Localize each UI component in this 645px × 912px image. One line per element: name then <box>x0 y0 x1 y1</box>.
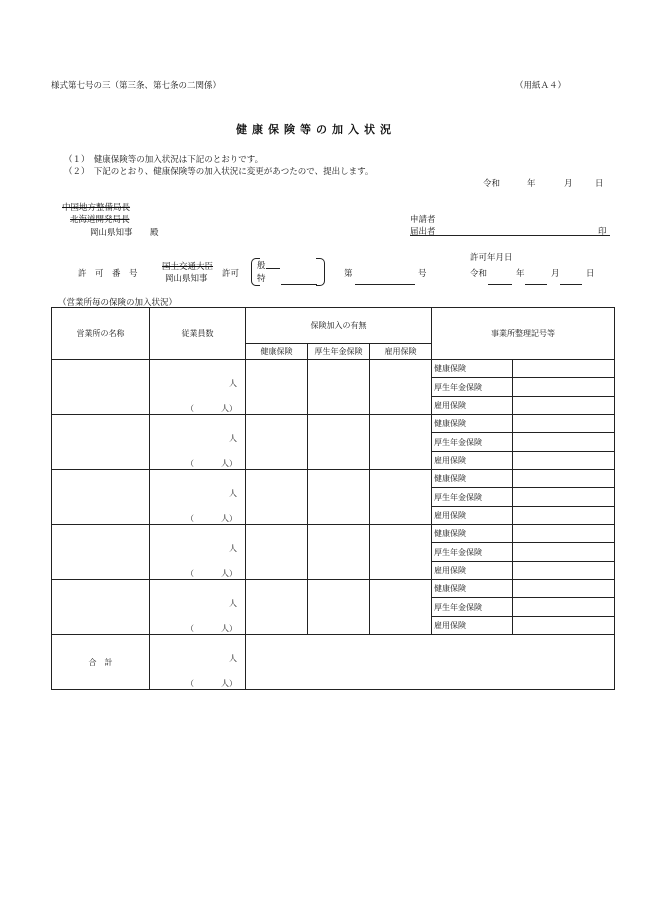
sub-employment: 雇用保険 <box>432 617 513 635</box>
license-year: 年 <box>516 269 525 279</box>
unit-label: 人 <box>229 434 237 443</box>
unit-label: 人 <box>229 489 237 498</box>
license-day-underline <box>560 284 582 285</box>
office-name-cell[interactable] <box>52 580 150 635</box>
license-number-underline <box>355 284 415 285</box>
employment-cell[interactable] <box>370 580 432 635</box>
license-type-special: 特 <box>257 274 266 284</box>
sub-health: 健康保険 <box>432 415 513 433</box>
employment-cell[interactable] <box>370 470 432 525</box>
sub-employment: 雇用保険 <box>432 397 513 415</box>
paren-open: （ <box>186 569 194 578</box>
reg-employment-cell[interactable] <box>513 452 615 470</box>
health-cell[interactable] <box>246 470 308 525</box>
pension-cell[interactable] <box>308 360 370 415</box>
sub-pension: 厚生年金保険 <box>432 488 513 507</box>
license-era: 令和 <box>470 269 488 279</box>
reg-employment-cell[interactable] <box>513 562 615 580</box>
type-line <box>266 268 280 269</box>
office-name-cell[interactable] <box>52 415 150 470</box>
reg-health-cell[interactable] <box>513 415 615 433</box>
license-year-underline <box>488 284 512 285</box>
applicant-underline <box>410 235 610 236</box>
sub-employment: 雇用保険 <box>432 452 513 470</box>
reg-pension-cell[interactable] <box>513 378 615 397</box>
section-label: （営業所毎の保険の加入状況） <box>58 298 178 308</box>
license-month: 月 <box>551 269 560 279</box>
reg-health-cell[interactable] <box>513 470 615 488</box>
employee-count-cell[interactable] <box>150 360 246 415</box>
header-insurance: 保険加入の有無 <box>246 308 432 344</box>
total-label: 合 計 <box>52 635 150 690</box>
form-number: 様式第七号の三（第三条、第七条の二関係） <box>51 81 222 91</box>
reg-employment-cell[interactable] <box>513 617 615 635</box>
paren-open: （ <box>186 679 194 688</box>
date-era: 令和 <box>483 179 501 189</box>
header-pension: 厚生年金保険 <box>308 344 370 360</box>
license-type-general: 般 <box>257 261 266 271</box>
sub-pension: 厚生年金保険 <box>432 433 513 452</box>
reg-pension-cell[interactable] <box>513 433 615 452</box>
office-name-cell[interactable] <box>52 360 150 415</box>
paren-unit: 人） <box>221 624 237 633</box>
reg-pension-cell[interactable] <box>513 543 615 562</box>
reg-health-cell[interactable] <box>513 525 615 543</box>
reg-health-cell[interactable] <box>513 360 615 378</box>
bracket-right <box>316 258 325 286</box>
health-cell[interactable] <box>246 415 308 470</box>
reg-health-cell[interactable] <box>513 580 615 598</box>
sub-pension: 厚生年金保険 <box>432 543 513 562</box>
total-blank-cell <box>246 635 615 690</box>
reg-employment-cell[interactable] <box>513 507 615 525</box>
sub-employment: 雇用保険 <box>432 562 513 580</box>
sub-pension: 厚生年金保険 <box>432 378 513 397</box>
employment-cell[interactable] <box>370 360 432 415</box>
health-cell[interactable] <box>246 360 308 415</box>
pension-cell[interactable] <box>308 525 370 580</box>
license-day: 日 <box>586 269 595 279</box>
license-kyoka: 許可 <box>222 269 240 279</box>
pension-cell[interactable] <box>308 580 370 635</box>
license-date-label: 許可年月日 <box>470 253 513 263</box>
reg-employment-cell[interactable] <box>513 397 615 415</box>
pension-cell[interactable] <box>308 415 370 470</box>
paren-unit: 人） <box>221 514 237 523</box>
employee-count-cell[interactable] <box>150 580 246 635</box>
addressee-struck-2: 北海道開発局長 <box>70 215 130 225</box>
unit-label: 人 <box>229 544 237 553</box>
license-dai: 第 <box>344 269 353 279</box>
employment-cell[interactable] <box>370 415 432 470</box>
header-employment: 雇用保険 <box>370 344 432 360</box>
employment-cell[interactable] <box>370 525 432 580</box>
employee-count-cell[interactable] <box>150 470 246 525</box>
sub-health: 健康保険 <box>432 360 513 378</box>
date-month: 月 <box>564 179 573 189</box>
license-authority: 岡山県知事 <box>165 274 208 284</box>
sub-pension: 厚生年金保険 <box>432 598 513 617</box>
header-health: 健康保険 <box>246 344 308 360</box>
applicant-label: 申請者 <box>410 215 436 225</box>
header-office: 営業所の名称 <box>52 308 150 360</box>
office-name-cell[interactable] <box>52 470 150 525</box>
paren-open: （ <box>186 459 194 468</box>
health-cell[interactable] <box>246 525 308 580</box>
paren-open: （ <box>186 514 194 523</box>
note-1: （１） 健康保険等の加入状況は下記のとおりです。 <box>64 155 264 165</box>
paren-unit: 人） <box>221 404 237 413</box>
reg-pension-cell[interactable] <box>513 598 615 617</box>
health-cell[interactable] <box>246 580 308 635</box>
reg-pension-cell[interactable] <box>513 488 615 507</box>
paren-unit: 人） <box>221 569 237 578</box>
office-name-cell[interactable] <box>52 525 150 580</box>
unit-label: 人 <box>229 599 237 608</box>
filer-label: 届出者 <box>410 227 436 237</box>
addressee-struck-1: 中国地方整備局長 <box>62 203 131 213</box>
sub-health: 健康保険 <box>432 470 513 488</box>
paren-unit: 人） <box>221 459 237 468</box>
page-title: 健康保険等の加入状況 <box>236 123 396 136</box>
header-employees: 従業員数 <box>150 308 246 360</box>
paren-open: （ <box>186 404 194 413</box>
unit-label: 人 <box>229 654 237 663</box>
note-2: （２） 下記のとおり、健康保険等の加入状況に変更があつたので、提出します。 <box>64 167 374 177</box>
type-number-underline <box>281 284 317 285</box>
date-year: 年 <box>527 179 536 189</box>
addressee-honorific: 殿 <box>150 228 159 238</box>
header-reg: 事業所整理記号等 <box>432 308 615 360</box>
license-month-underline <box>525 284 547 285</box>
license-number-label: 許 可 番 号 <box>78 269 138 279</box>
paren-unit: 人） <box>221 679 237 688</box>
paper-size: （用紙Ａ４） <box>515 81 567 91</box>
paren-open: （ <box>186 624 194 633</box>
employee-count-cell[interactable] <box>150 525 246 580</box>
sub-health: 健康保険 <box>432 580 513 598</box>
pension-cell[interactable] <box>308 470 370 525</box>
seal-mark: 印 <box>598 227 607 237</box>
addressee-governor: 岡山県知事 <box>90 228 133 238</box>
license-go: 号 <box>418 269 427 279</box>
date-day: 日 <box>595 179 604 189</box>
employee-count-cell[interactable] <box>150 415 246 470</box>
sub-employment: 雇用保険 <box>432 507 513 525</box>
total-employee-cell[interactable] <box>150 635 246 690</box>
sub-health: 健康保険 <box>432 525 513 543</box>
insurance-table <box>51 307 615 690</box>
license-authority-struck: 国土交通大臣 <box>162 262 214 272</box>
unit-label: 人 <box>229 379 237 388</box>
